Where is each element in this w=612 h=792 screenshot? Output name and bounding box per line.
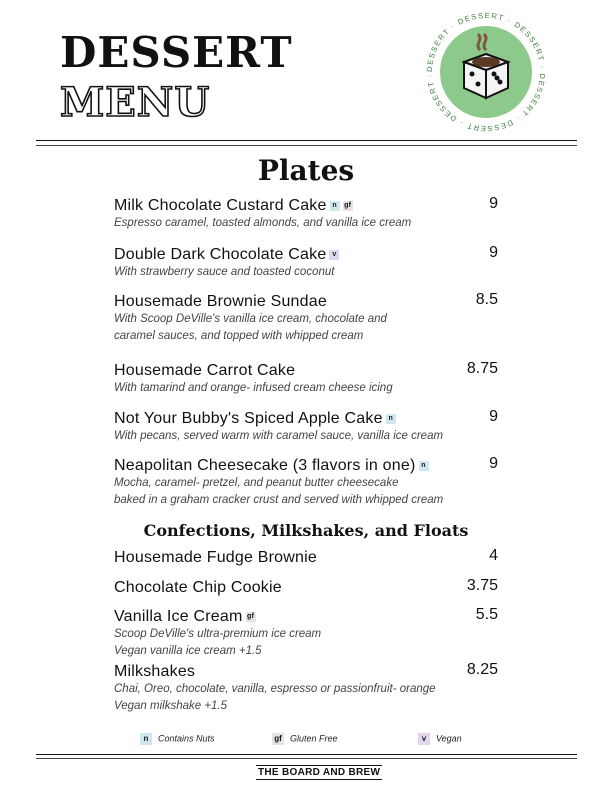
menu-item-name-text: Housemade Carrot Cake [114, 362, 296, 379]
menu-item-price: 8.75 [466, 360, 498, 377]
dessert-badge-logo [420, 6, 552, 138]
menu-item-price: 9 [489, 244, 498, 261]
legend-vegan [418, 733, 462, 745]
legend-gluten-free [272, 733, 338, 745]
description-line: baked in a graham cracker crust and served with whipped cream [114, 494, 444, 506]
menu-item-name [114, 579, 282, 597]
menu-item-name [114, 293, 327, 311]
description-line: With tamarind and orange- infused cream cheese icing [114, 382, 393, 394]
nuts-icon: n [140, 733, 152, 745]
menu-item-name-text: Chocolate Chip Cookie [114, 579, 282, 596]
menu-item-name [114, 362, 295, 380]
description-line: caramel sauces, and topped with whipped cream [114, 330, 364, 342]
description-line: With pecans, served warm with caramel sauce, vanilla ice cream [114, 430, 444, 442]
menu-item-price: 8.5 [475, 291, 498, 308]
menu-item-name [114, 663, 195, 681]
menu-item-description [114, 681, 436, 715]
menu-item-name [114, 457, 429, 475]
menu-item-price: 8.25 [466, 661, 498, 678]
board-and-brew-logo: THE BOARD AND BREW [258, 767, 381, 778]
vegan-icon: v [418, 733, 430, 745]
menu-item-price: 4 [489, 547, 498, 564]
description-line: Vegan milkshake +1.5 [114, 700, 228, 712]
menu-item-name-text: Vanilla Ice Cream [114, 608, 243, 625]
menu-item-description [114, 428, 443, 445]
legend-nuts [140, 733, 215, 745]
menu-item-name-text: Housemade Brownie Sundae [114, 293, 327, 310]
badge-ring-text: DESSERT · DESSERT · DESSERT · DESSERT · DESSERT · DESSERT · [424, 10, 548, 134]
section-heading-plates: Plates [257, 154, 355, 187]
menu-item-name-text: Milk Chocolate Custard Cake [114, 197, 327, 214]
description-line: Mocha, caramel- pretzel, and peanut butter cheesecake [114, 477, 399, 489]
menu-item-name [114, 410, 396, 428]
menu-item-price: 9 [489, 408, 498, 425]
description-line: With Scoop DeVille's vanilla ice cream, chocolate and [114, 313, 387, 325]
menu-item-name-text: Not Your Bubby's Spiced Apple Cake [114, 410, 383, 427]
menu-item-description [114, 264, 334, 281]
description-line: Espresso caramel, toasted almonds, and vanilla ice cream [114, 217, 412, 229]
menu-item-name-text: Housemade Fudge Brownie [114, 549, 317, 566]
menu-item-name-text: Neapolitan Cheesecake (3 flavors in one) [114, 457, 416, 474]
menu-item-name [114, 608, 256, 626]
gluten-free-icon: gf [272, 733, 284, 745]
nuts-icon: n [419, 461, 429, 471]
footer-rule-top [36, 754, 577, 755]
menu-item-price: 9 [489, 195, 498, 212]
menu-item-price: 5.5 [475, 606, 498, 623]
header-rule-top [36, 140, 577, 141]
menu-item-name-text: Double Dark Chocolate Cake [114, 246, 327, 263]
legend-vegan-label: Vegan [436, 733, 462, 744]
section-heading-confections: Confections, Milkshakes, and Floats [143, 521, 469, 540]
gluten-free-icon: gf [246, 612, 254, 620]
menu-item-description [114, 380, 393, 397]
menu-item-description [114, 215, 411, 232]
footer-rule-bottom [36, 758, 577, 759]
menu-item-description [114, 475, 443, 509]
menu-item-price: 3.75 [466, 577, 498, 594]
menu-item-name [114, 197, 353, 215]
menu-item-description [114, 311, 387, 345]
nuts-icon: n [330, 201, 340, 211]
menu-item-description [114, 626, 321, 660]
menu-item-name-text: Milkshakes [114, 663, 196, 680]
header-rule-bottom [36, 145, 577, 146]
menu-item-name [114, 549, 317, 567]
nuts-icon: n [386, 414, 396, 424]
legend-nuts-label: Contains Nuts [158, 733, 215, 744]
gluten-free-icon: gf [344, 201, 352, 209]
menu-item-price: 9 [489, 455, 498, 472]
title-dessert: DESSERT [60, 28, 293, 77]
description-line: Vegan vanilla ice cream +1.5 [114, 645, 262, 657]
description-line: Chai, Oreo, chocolate, vanilla, espresso or passionfruit- orange [114, 683, 436, 695]
description-line: Scoop DeVille's ultra-premium ice cream [114, 628, 322, 640]
vegan-icon: v [329, 250, 339, 260]
title-menu: MENU [60, 79, 211, 126]
menu-item-name [114, 246, 339, 264]
legend-gf-label: Gluten Free [290, 733, 338, 744]
description-line: With strawberry sauce and toasted coconut [114, 266, 335, 278]
